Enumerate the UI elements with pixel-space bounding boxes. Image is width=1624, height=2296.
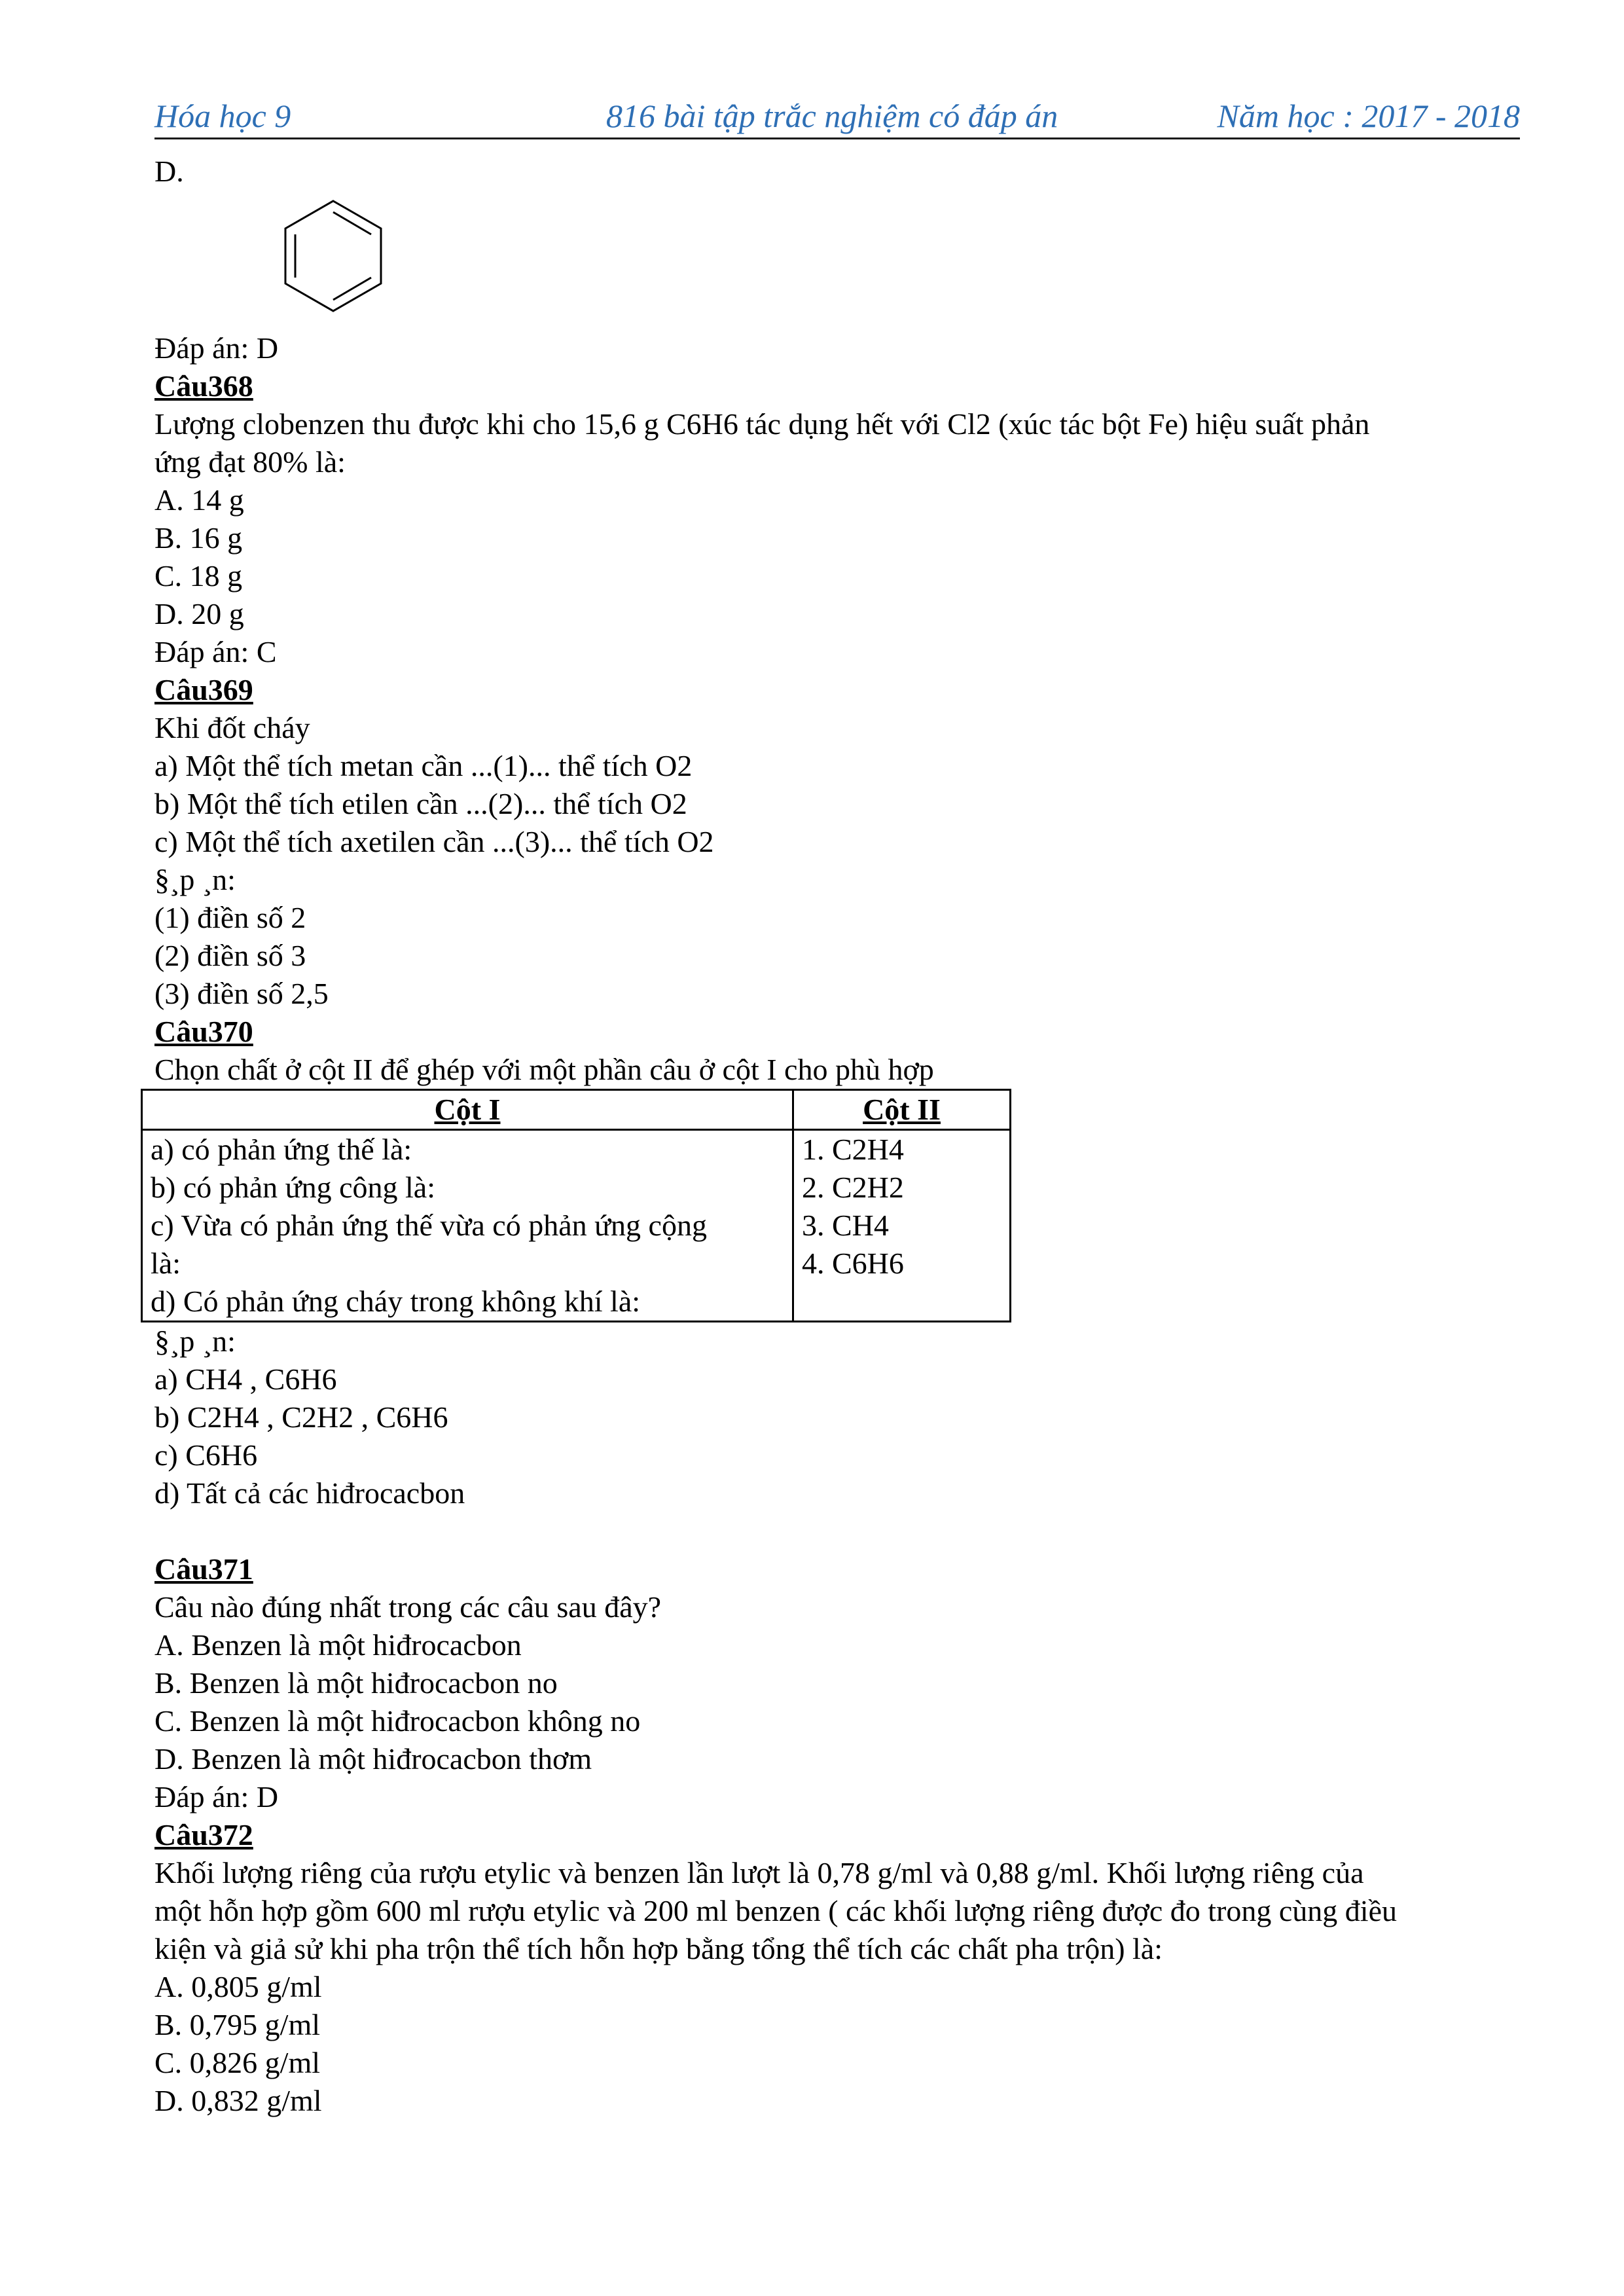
q369-title: Câu369	[154, 673, 253, 706]
q372-option-a: A. 0,805 g/ml	[154, 1970, 322, 2003]
table-header-row	[142, 1090, 1011, 1130]
q371-title-row	[154, 1550, 1520, 1588]
column-2-item: 3. CH4	[802, 1209, 889, 1242]
q371-answer: Đáp án: D	[154, 1780, 279, 1813]
page-header	[154, 92, 1520, 139]
q369-line: a) Một thể tích metan cần ...(1)... thể tích O2	[154, 749, 693, 782]
blank-line	[154, 1512, 1520, 1550]
table-row	[142, 1130, 1011, 1322]
q372-option-d: D. 0,832 g/ml	[154, 2084, 322, 2117]
q369-answer-line: (1) điền số 2	[154, 901, 306, 934]
q370-answer-line: d) Tất cả các hiđrocacbon	[154, 1476, 465, 1510]
q372-option-b: B. 0,795 g/ml	[154, 2008, 321, 2041]
q370-title: Câu370	[154, 1015, 253, 1048]
q369-line: Khi đốt cháy	[154, 711, 310, 744]
q372-text-3: kiện và giả sử khi pha trộn thể tích hỗn hợp bằng tổng thể tích các chất pha trộn) là:	[154, 1932, 1163, 1965]
header-subject: Hóa học 9	[154, 98, 291, 134]
q368-option-d: D. 20 g	[154, 597, 244, 630]
column-header-2: Cột II	[793, 1090, 1011, 1130]
q370-answer-line: a) CH4 , C6H6	[154, 1362, 337, 1396]
column-1-item: c) Vừa có phản ứng thế vừa có phản ứng cộng	[151, 1209, 707, 1242]
column-2-item: 4. C6H6	[802, 1247, 904, 1280]
q370-text: Chọn chất ở cột II để ghép với một phần câu ở cột I cho phù hợp	[154, 1053, 934, 1086]
q370-title-row	[154, 1013, 1520, 1051]
q371-option-a: A. Benzen là một hiđrocacbon	[154, 1628, 522, 1662]
q368-option-c: C. 18 g	[154, 559, 243, 592]
column-header-1: Cột I	[142, 1090, 793, 1130]
q369-title-row	[154, 671, 1520, 709]
q371-option-c: C. Benzen là một hiđrocacbon không no	[154, 1704, 641, 1738]
q371-text: Câu nào đúng nhất trong các câu sau đây?	[154, 1590, 662, 1624]
matching-table	[141, 1089, 1011, 1322]
column-1-item: là:	[151, 1247, 181, 1280]
q368-title-row	[154, 367, 1520, 405]
header-title: 816 bài tập trắc nghiệm có đáp án	[606, 98, 1058, 134]
q372-text-2: một hỗn hợp gồm 600 ml rượu etylic và 200 ml benzen ( các khối lượng riêng được đo trong cùng điều	[154, 1894, 1397, 1927]
document-content	[151, 153, 1520, 2120]
q369-answer-line: (2) điền số 3	[154, 939, 306, 972]
header-school-year: Năm học : 2017 - 2018	[1217, 98, 1520, 134]
column-1-item: b) có phản ứng công là:	[151, 1171, 435, 1204]
q371-option-d: D. Benzen là một hiđrocacbon thơm	[154, 1742, 592, 1776]
q369-answer-label: §¸p ¸n:	[154, 863, 236, 896]
q372-option-c: C. 0,826 g/ml	[154, 2046, 321, 2079]
column-2-item: 1. C2H4	[802, 1133, 904, 1166]
q368-option-b: B. 16 g	[154, 521, 243, 555]
q371-title: Câu371	[154, 1552, 253, 1586]
q370-answer-line: b) C2H4 , C2H2 , C6H6	[154, 1400, 448, 1434]
q369-line: b) Một thể tích etilen cần ...(2)... thể tích O2	[154, 787, 687, 820]
benzene-structure	[154, 191, 1520, 329]
q369-line: c) Một thể tích axetilen cần ...(3)... thể tích O2	[154, 825, 714, 858]
q372-title-row	[154, 1816, 1520, 1854]
column-2-item: 2. C2H2	[802, 1171, 904, 1204]
column-1-item: d) Có phản ứng cháy trong không khí là:	[151, 1285, 641, 1318]
q368-text-1: Lượng clobenzen thu được khi cho 15,6 g C6H6 tác dụng hết với Cl2 (xúc tác bột Fe) hiệu suất phản	[154, 407, 1370, 441]
q370-answer-label: §¸p ¸n:	[154, 1324, 236, 1358]
q367-answer: Đáp án: D	[154, 331, 279, 365]
q370-answer-line: c) C6H6	[154, 1438, 258, 1472]
column-2-cell	[793, 1130, 1011, 1322]
q372-title: Câu372	[154, 1818, 253, 1851]
q369-answer-line: (3) điền số 2,5	[154, 977, 329, 1010]
q368-answer: Đáp án: C	[154, 635, 277, 668]
column-1-item: a) có phản ứng thế là:	[151, 1133, 412, 1166]
benzene-ring-icon	[278, 194, 389, 325]
q368-title: Câu368	[154, 369, 253, 403]
q371-option-b: B. Benzen là một hiđrocacbon no	[154, 1666, 558, 1700]
q368-option-a: A. 14 g	[154, 483, 244, 517]
q367-option-d: D.	[154, 155, 184, 188]
column-1-cell	[142, 1130, 793, 1322]
q368-text-2: ứng đạt 80% là:	[154, 445, 346, 479]
q372-text-1: Khối lượng riêng của rượu etylic và benzen lần lượt là 0,78 g/ml và 0,88 g/ml. Khối lượng riêng của	[154, 1856, 1364, 1889]
